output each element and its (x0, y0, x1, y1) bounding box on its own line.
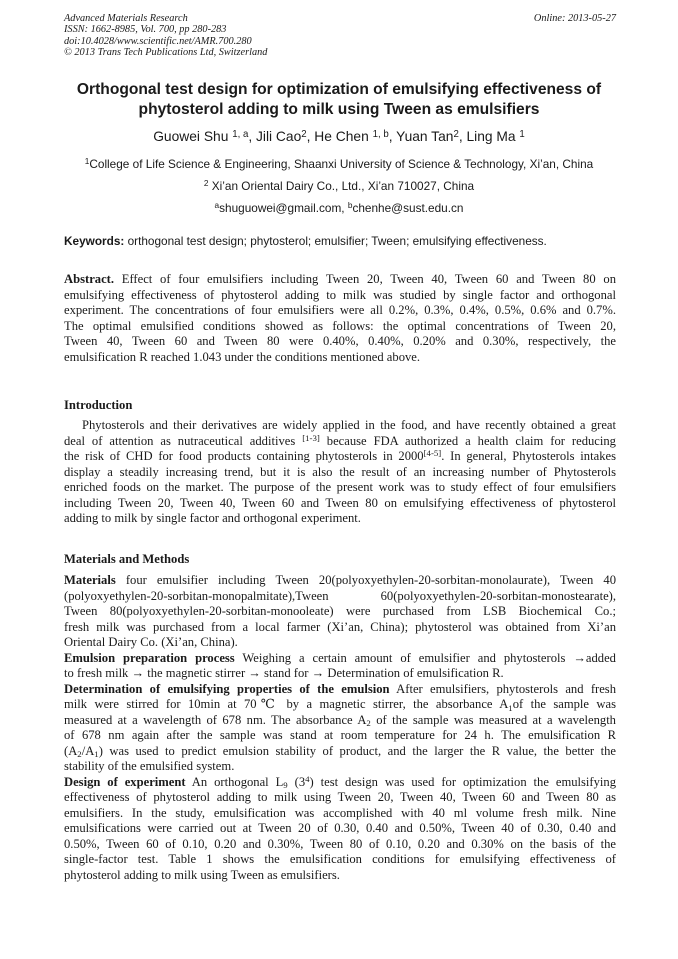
online-date: Online: 2013-05-27 (533, 13, 616, 24)
methods-body: Materials four emulsifier including Tween 20(polyoxyethylen-20-sorbitan-monolaurate), Tween 40 (polyoxyethylen-20-sorbitan-monopalmitate),Tween 60(polyoxyethylen-20-sorbitan-monostearate), Tween 80(polyoxyethylen-20-sorbitan-monooleate) were purchased from LSB Biochemical Co.; fresh milk was purchased from a local farmer (Xi’an, China); phytosterol was obtained from Xi’an Oriental Dairy Co. (Xi’an, China). Emulsion preparation process Weighing a certain amount of emulsifier and phytosterols →added to fresh milk → the magnetic stirrer → stand for → Determination of emulsification R. Determination of emulsifying properties of the emulsion After emulsifiers, phytosterols and fresh milk were stirred for 10min at 70℃ by a magnetic stirrer, the absorbance $A_1of$ the sample was measured at a wavelength of 678 nm. The absorbance $A_2$ of the sample was measured at a wavelength of 678 nm again after the sample was stand at room temperature for 24 h. The emulsification R $(A_2/A_1)$ was used to predict emulsion stability of product, and the larger the R value, the better the stability of the emulsified system. Design of experiment An orthogonal $L_9$ $(3^4)$ test design was used for optimization the emulsifying effectiveness of phytosterol adding to milk using Tween 20, Tween 40, Tween 60 and Tween 80 as emulsifiers. In the study, emulsification was accomplished with 40 ml volume fresh milk. Nine emulsifications were carried out at Tween 20 of 0.30, 0.40 and 0.50%, Tween 40 of 0.30, 0.40 and 0.50%, Tween 60 of 0.10, 0.20 and 0.30%, Tween 80 of 0.10, 0.20 and 0.30% on the basis of the single-factor test. Table 1 shows the emulsification conditions for emulsifying effectiveness of phytosterol adding to milk using Tween as emulsifiers. (64, 573, 617, 882)
subheading-design: Design of experiment (64, 774, 186, 789)
keywords-label: Keywords: (64, 234, 125, 248)
affiliation-1: $^1$College of Life Science & Engineering, Shaanxi University of Science & Technology, Xi’an, China (84, 157, 594, 171)
author: Ling Ma $^1$ (466, 128, 525, 144)
author-emails: $^a$shuguowei@gmail.com, $^b$chenhe@sust.edu.cn (214, 201, 464, 215)
citation: [4-5] (423, 448, 442, 459)
section-heading-methods: Materials and Methods (64, 552, 190, 566)
citation: [1-3] (302, 432, 320, 443)
abstract: Abstract. Effect of four emulsifiers including Tween 20, Tween 40, Tween 60 and Tween 80 on emulsifying effectiveness of phytosterol adding to milk was studied by single factor and orthogonal experiment. The concentrations of four emulsifiers were all 0.2%, 0.3%, 0.4%, 0.5%, 0.6% and 0.7%. The optimal emulsified conditions showed as follows: the optimal concentrations of Tween 20, Tween 40, Tween 60 and Tween 80 were 0.40%, 0.40%, 0.20% and 0.30%, respectively, the emulsification R reached 1.043 under the conditions mentioned above. (64, 272, 616, 364)
subheading-emulsion-preparation: Emulsion preparation process (64, 650, 235, 665)
journal-doi: doi:10.4028/www.scientific.net/AMR.700.280 (64, 35, 252, 47)
section-heading-introduction: Introduction (64, 398, 133, 412)
author-list (40, 129, 638, 144)
journal-copyright: © 2013 Trans Tech Publications Ltd, Switzerland (64, 46, 268, 58)
journal-header (64, 13, 616, 58)
introduction-paragraph: Phytosterols and their derivatives are widely applied in the food, and have recently obtained a great deal of attention as nutraceutical additives [1-3] because FDA authorized a health claim for reducing the risk of CHD for food products containing phytosterols in 2000[4-5]. In general, Phytosterols intakes display a steadily increasing trend, but it is also the result of an increasing number of Phytosterols enriched foods on the market. The purpose of the present work was to study effect of four emulsifiers including Tween 20, Tween 40, Tween 60 and Tween 80 on emulsifying effectiveness of phytosterol adding to milk by single factor and orthogonal experiment. (64, 418, 616, 525)
affiliation-2: $^2$ Xi’an Oriental Dairy Co., Ltd., Xi’an 710027, China (203, 179, 475, 193)
author: Jili Cao$^2$, (256, 128, 315, 144)
subheading-determination: Determination of emulsifying properties of the emulsion (64, 681, 390, 696)
title-line-2: phytosterol adding to milk using Tween as emulsifiers (138, 101, 540, 118)
journal-issn: ISSN: 1662-8985, Vol. 700, pp 280-283 (64, 24, 227, 36)
abstract-label: Abstract. (64, 272, 115, 286)
author: Guowei Shu $^{1, a}$, (153, 128, 256, 144)
keywords-text: orthogonal test design; phytosterol; emulsifier; Tween; emulsifying effectiveness. (124, 234, 547, 248)
journal-name: Advanced Materials Research (64, 13, 188, 24)
author: Yuan Tan$^2$, (396, 128, 467, 144)
author: He Chen $^{1, b}$, (314, 128, 397, 144)
paper-title (40, 80, 638, 120)
subheading-materials: Materials (64, 573, 116, 587)
title-line-1: Orthogonal test design for optimization of emulsifying effectiveness of (76, 81, 602, 98)
keywords (64, 234, 547, 248)
